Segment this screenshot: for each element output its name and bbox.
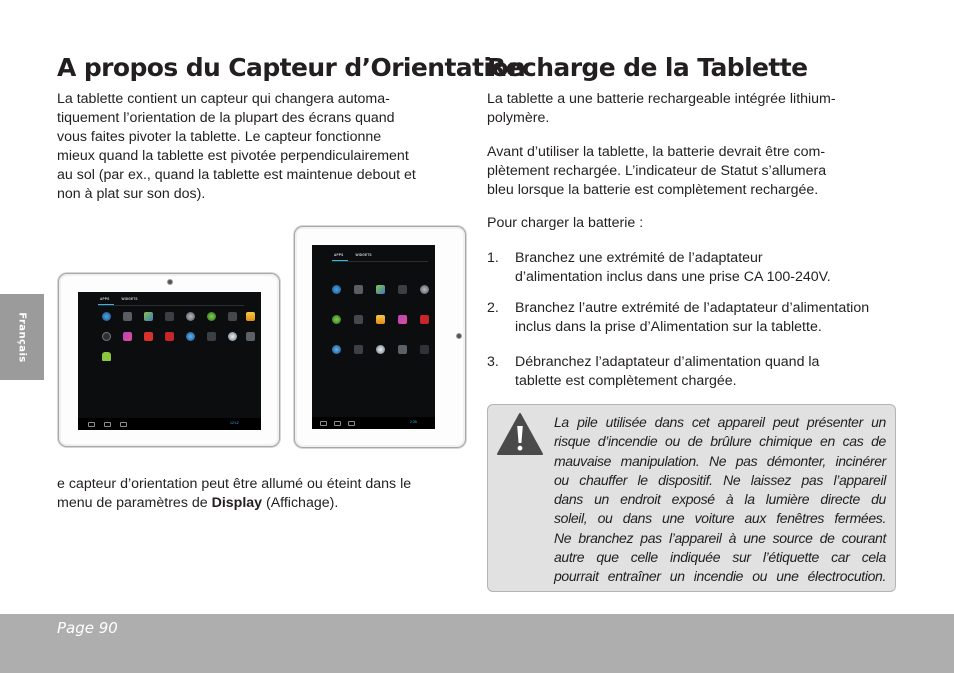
charging-para-3: Pour charger la batterie : <box>487 215 644 231</box>
step-line: Branchez l’autre extrémité de l’adaptateur d’alimentation <box>515 300 870 316</box>
tablet-landscape-illustration <box>58 273 280 447</box>
status-time: 12:12 <box>230 421 239 425</box>
system-navbar <box>312 417 435 429</box>
step-line: tablette est complètement chargée. <box>515 373 737 390</box>
app-icon <box>332 285 341 294</box>
app-icon <box>144 332 153 341</box>
step-number: 1. <box>487 250 499 266</box>
text-line: risque d’incendie ou de brûlure chimique en cas de <box>554 433 886 450</box>
app-drawer-tabs <box>334 253 372 257</box>
text-line: pourrait entraîner un incendie ou une électrocution. <box>554 568 886 585</box>
app-icon <box>354 315 363 324</box>
status-time: 2:35 <box>410 420 417 424</box>
text-line: tiquement l’orientation de la plupart des écrans quand <box>57 110 395 126</box>
step-number: 3. <box>487 354 499 370</box>
app-icon <box>165 312 174 321</box>
app-icon <box>376 285 385 294</box>
app-icon <box>398 285 407 294</box>
app-icon <box>102 312 111 321</box>
text-line: La pile utilisée dans cet appareil peut présenter un <box>554 414 886 430</box>
app-icon <box>420 285 429 294</box>
app-icon <box>354 345 363 354</box>
tab-divider <box>332 261 428 262</box>
camera-icon <box>456 333 462 339</box>
app-icon <box>165 332 174 341</box>
page-footer <box>0 614 954 673</box>
text-line: au sol (par ex., quand la tablette est maintenue debout et <box>57 167 416 183</box>
step-line: Débranchez l’adaptateur d’alimentation quand la <box>515 354 820 370</box>
text-line: vous faites pivoter la tablette. Le capteur fonctionne <box>57 129 382 145</box>
language-tab-label: Français <box>16 311 28 363</box>
text-line: non à plat sur son dos). <box>57 186 206 202</box>
app-icon <box>186 332 195 341</box>
app-icon <box>332 345 341 354</box>
tab-widgets: WIDGETS <box>355 253 372 257</box>
section-title-charging: Recharge de la Tablette <box>487 53 808 82</box>
app-drawer-tabs <box>100 297 138 301</box>
text-line: La tablette contient un capteur qui changera automa- <box>57 91 390 107</box>
step-line: Branchez une extrémité de l’adaptateur <box>515 250 763 266</box>
step-line: d’alimentation inclus dans une prise CA 100-240V. <box>515 269 831 286</box>
tablet-screen <box>78 292 261 430</box>
tablet-portrait-illustration <box>294 226 466 448</box>
text-line: Avant d’utiliser la tablette, la batterie devrait être com- <box>487 144 826 160</box>
text-line: soleil, ou dans une voiture aux fenêtres fermées. <box>554 510 886 527</box>
text-line: e capteur d’orientation peut être allumé ou éteint dans le <box>57 476 412 492</box>
app-icon <box>228 332 237 341</box>
text-line: plètement rechargée. L’indicateur de Statut s’allumera <box>487 163 827 179</box>
tablet-screen <box>312 245 435 429</box>
app-icon <box>420 315 429 324</box>
text-line: bleu lorsque la batterie est complètement rechargée. <box>487 182 819 198</box>
app-icon <box>228 312 237 321</box>
camera-icon <box>167 279 173 285</box>
app-icon <box>354 285 363 294</box>
app-icon <box>376 345 385 354</box>
text-line: dans un endroit exposé à la lumière directe du <box>554 491 886 508</box>
app-icon <box>398 315 407 324</box>
app-icon <box>376 315 385 324</box>
app-icon <box>144 312 153 321</box>
app-icon <box>186 312 195 321</box>
text-line: ou chauffer le dispositif. Ne laissez pas l’appareil <box>554 471 886 488</box>
battery-warning-box <box>487 404 896 592</box>
tab-apps: APPS <box>334 253 344 257</box>
app-icon <box>207 332 216 341</box>
tab-widgets: WIDGETS <box>121 297 138 301</box>
text-fragment: (Affichage). <box>262 495 339 511</box>
step-text <box>515 299 899 338</box>
tab-divider <box>98 305 244 306</box>
display-setting-name: Display <box>211 495 263 511</box>
text-line: mieux quand la tablette est pivotée perpendiculairement <box>57 148 409 164</box>
text-line: Ne branchez pas l’appareil à une source de courant <box>554 529 886 546</box>
app-icon <box>123 332 132 341</box>
text-fragment: menu de paramètres de <box>57 495 212 511</box>
text-line: polymère. <box>487 110 550 126</box>
step-text <box>515 249 899 288</box>
text-line: mauvaise manipulation. Ne pas démonter, incinérer <box>554 452 886 469</box>
section-title-orientation: A propos du Capteur d’Orientation <box>57 53 526 82</box>
app-icon <box>102 352 111 361</box>
text-line: La tablette a une batterie rechargeable intégrée lithium- <box>487 91 836 107</box>
tab-apps: APPS <box>100 297 110 301</box>
warning-text <box>554 413 886 587</box>
step-number: 2. <box>487 300 499 316</box>
exclamation-triangle-icon <box>496 412 544 456</box>
app-icon <box>246 332 255 341</box>
step-text <box>515 353 899 392</box>
app-icon <box>207 312 216 321</box>
app-icon <box>246 312 255 321</box>
system-navbar <box>78 418 261 430</box>
app-icon <box>398 345 407 354</box>
app-icon <box>420 345 429 354</box>
app-icon <box>123 312 132 321</box>
language-tab <box>0 294 44 380</box>
app-icon <box>102 332 111 341</box>
app-icon <box>332 315 341 324</box>
step-line: inclus dans la prise d’Alimentation sur la tablette. <box>515 319 822 336</box>
page-number: Page 90 <box>57 619 118 637</box>
text-line <box>57 494 467 513</box>
text-line: autre que celle indiquée sur l’étiquette car cela <box>554 549 886 566</box>
